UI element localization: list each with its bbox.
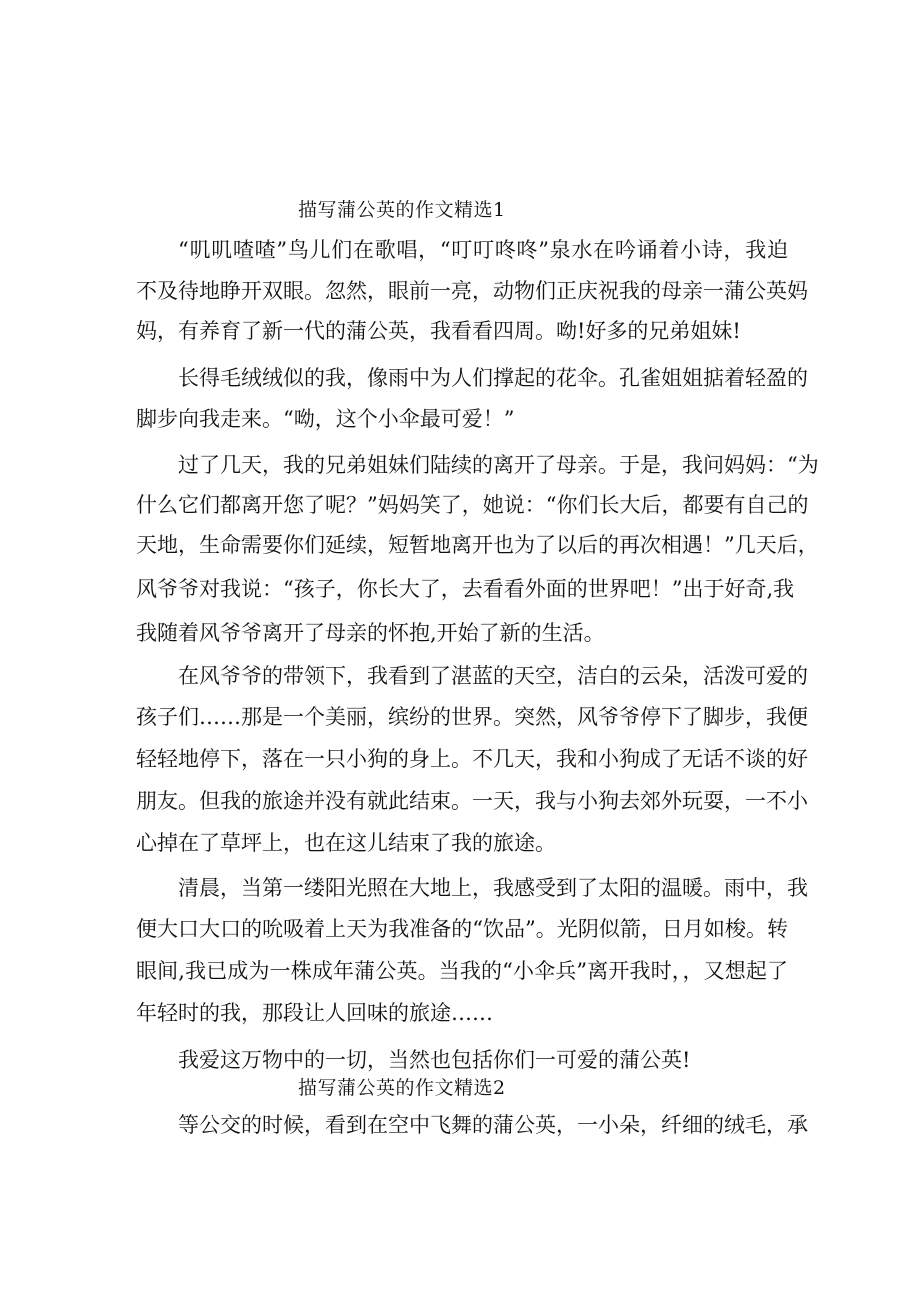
essay1-p5-line3: 眼间,我已成为一株成年蒲公英。当我的“小伞兵”离开我时，，又想起了 [136,959,788,983]
essay1-p4-line5: 心掉在了草坪上，也在这儿结束了我的旅途。 [136,831,556,855]
essay1-p2-line2: 脚步向我走来。“呦，这个小伞最可爱！” [136,407,515,431]
essay1-p5-line1: 清晨，当第一缕阳光照在大地上，我感受到了太阳的温暖。雨中，我 [178,876,808,900]
essay1-p3-line3: 天地，生命需要你们延续，短暂地离开也为了以后的再次相遇！”几天后， [136,533,819,557]
essay1-p4-line2: 孩子们……那是一个美丽，缤纷的世界。突然，风爷爷停下了脚步，我便 [136,705,808,729]
essay1-p6-line1: 我爱这万物中的一切，当然也包括你们一可爱的蒲公英! [178,1048,691,1072]
essay1-title: 描写蒲公英的作文精选1 [298,199,506,221]
essay2-p1-line1: 等公交的时候，看到在空中飞舞的蒲公英，一小朵，纤细的绒毛，承 [178,1113,808,1137]
essay1-p3-line2: 什么它们都离开您了呢？”妈妈笑了，她说：“你们长大后，都要有自己的 [136,493,809,517]
essay1-p5-line2: 便大口大口的吮吸着上天为我准备的“饮品”。光阴似箭，日月如梭。转 [136,917,788,941]
essay1-p5-line4: 年轻时的我，那段让人回味的旅途…… [136,1001,493,1025]
essay1-p3-line5: 我随着风爷爷离开了母亲的怀抱,开始了新的生活。 [136,621,605,645]
essay1-p4-line1: 在风爷爷的带领下，我看到了湛蓝的天空，洁白的云朵，活泼可爱的 [178,664,808,688]
essay1-p1-line1: “叽叽喳喳”鸟儿们在歌唱，“叮叮咚咚”泉水在吟诵着小诗，我迫 [178,238,788,262]
essay1-p3-line1: 过了几天，我的兄弟姐妹们陆续的离开了母亲。于是，我问妈妈：“为 [178,453,819,477]
essay1-p3-line4: 风爷爷对我说：“孩子，你长大了，去看看外面的世界吧！”出于好奇,我 [136,577,795,601]
essay1-p1-line3: 妈，有养育了新一代的蒲公英，我看看四周。呦!好多的兄弟姐妹! [136,319,741,343]
essay2-title: 描写蒲公英的作文精选2 [298,1077,506,1099]
essay1-p4-line4: 朋友。但我的旅途并没有就此结束。一天，我与小狗去郊外玩耍，一不小 [136,789,808,813]
essay1-p4-line3: 轻轻地停下，落在一只小狗的身上。不几天，我和小狗成了无话不谈的好 [136,747,808,771]
essay1-p2-line1: 长得毛绒绒似的我，像雨中为人们撑起的花伞。孔雀姐姐掂着轻盈的 [178,366,808,390]
essay1-p1-line2: 不及待地睁开双眼。忽然，眼前一亮，动物们正庆祝我的母亲一蒲公英妈 [136,279,808,303]
